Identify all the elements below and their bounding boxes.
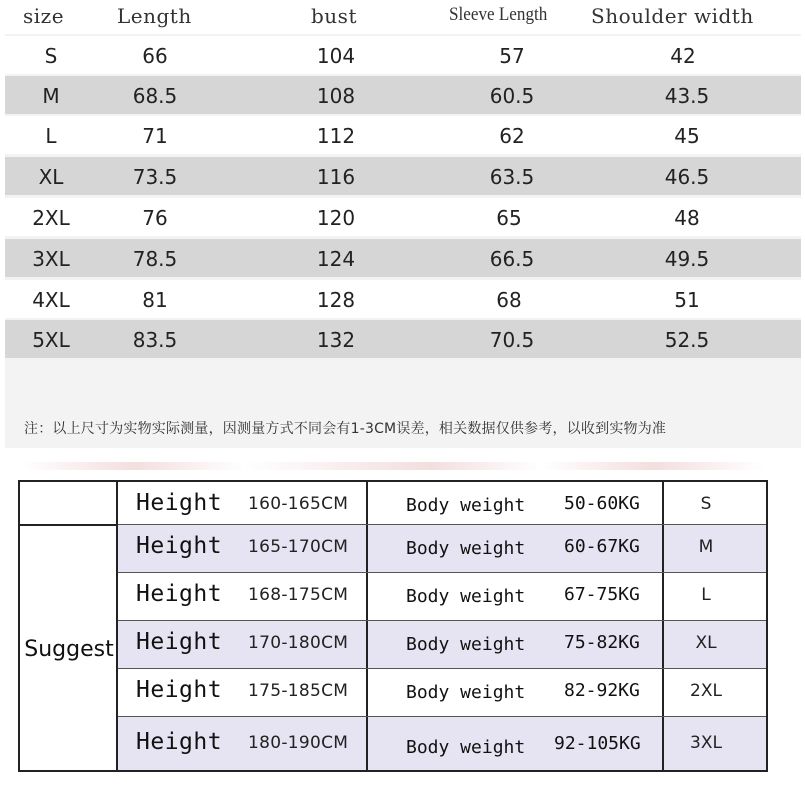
cell-length: 83.5 [132,328,178,352]
suggest-label: Suggest [20,524,118,772]
height-cell [118,525,366,572]
cell-shoulder: 42 [670,44,696,68]
size-cell [664,573,766,620]
weight-range: 75-82KG [564,632,640,653]
cell-length: 68.5 [132,84,178,108]
size-cell [664,717,766,770]
weight-range: 67-75KG [564,584,640,605]
cell-bust: 112 [316,124,356,148]
header-sleeve-length: Sleeve Length [449,4,548,25]
height-cell [118,573,366,620]
weight-cell [368,525,662,572]
cell-length: 76 [142,206,168,230]
cell-size: 3XL [32,247,70,271]
suggest-row [118,524,766,572]
size-chart [5,0,801,448]
cell-size: M [42,84,60,108]
cell-shoulder: 49.5 [664,247,710,271]
weight-label: Body weight [406,634,526,655]
height-range: 165-170CM [248,537,349,557]
suggest-row [118,572,766,620]
height-range: 170-180CM [248,633,349,653]
cell-sleeve: 62 [499,124,525,148]
weight-range: 92-105KG [554,733,641,754]
height-cell [118,621,366,668]
size-cell [664,525,766,572]
header-length: Length [117,4,192,28]
suggest-row [118,668,766,716]
cell-size: 4XL [32,288,70,312]
cell-sleeve: 70.5 [489,328,535,352]
weight-cell [368,669,662,716]
suggest-row [118,482,766,524]
cell-length: 81 [142,288,168,312]
cell-length: 71 [142,124,168,148]
cell-bust: 132 [316,328,356,352]
measurement-note: 注：以上尺寸为实物实际测量，因测量方式不同会有1-3CM误差，相关数据仅供参考，以收到实物为准 [24,421,667,437]
cell-shoulder: 52.5 [664,328,710,352]
cell-sleeve: 63.5 [489,165,535,189]
height-label: Height [136,729,223,755]
height-label: Height [136,629,223,655]
height-label: Height [136,581,223,607]
decorative-divider [22,462,764,470]
weight-cell [368,573,662,620]
table-row [5,198,801,236]
weight-label: Body weight [406,586,526,607]
cell-size: XL [38,165,64,189]
weight-cell [368,717,662,770]
cell-bust: 108 [316,84,356,108]
weight-range: 50-60KG [564,493,640,514]
cell-shoulder: 46.5 [664,165,710,189]
weight-cell [368,621,662,668]
suggested-size: S [700,494,712,514]
height-label: Height [136,677,223,703]
height-range: 180-190CM [248,733,349,753]
weight-label: Body weight [406,538,526,559]
cell-sleeve: 65 [496,206,522,230]
cell-shoulder: 43.5 [664,84,710,108]
suggested-size: 3XL [690,733,722,753]
table-row [5,320,801,358]
height-cell [118,482,366,524]
weight-range: 82-92KG [564,680,640,701]
table-row [5,280,801,318]
cell-bust: 124 [316,247,356,271]
cell-shoulder: 45 [674,124,700,148]
table-row [5,36,801,74]
suggested-size: XL [695,633,717,653]
cell-bust: 128 [316,288,356,312]
size-cell [664,621,766,668]
cell-sleeve: 68 [496,288,522,312]
size-chart-header [5,0,801,34]
weight-range: 60-67KG [564,536,640,557]
height-label: Height [136,533,223,559]
height-range: 160-165CM [248,494,349,514]
header-shoulder-width: Shoulder width [591,4,754,28]
suggest-table [18,480,768,772]
cell-size: 2XL [32,206,70,230]
height-cell [118,669,366,716]
header-bust: bust [311,4,357,28]
table-row [5,239,801,277]
cell-bust: 104 [316,44,356,68]
cell-bust: 120 [316,206,356,230]
weight-label: Body weight [406,737,526,758]
cell-shoulder: 48 [674,206,700,230]
suggested-size: 2XL [690,681,722,701]
suggest-row [118,716,766,770]
suggest-row [118,620,766,668]
weight-label: Body weight [406,682,526,703]
cell-size: S [44,44,58,68]
header-size: size [23,4,65,28]
cell-bust: 116 [316,165,356,189]
cell-length: 78.5 [132,247,178,271]
cell-shoulder: 51 [674,288,700,312]
suggested-size: M [698,537,714,557]
table-row [5,157,801,195]
cell-size: L [45,124,57,148]
cell-sleeve: 60.5 [489,84,535,108]
cell-size: 5XL [32,328,70,352]
height-range: 168-175CM [248,585,349,605]
cell-sleeve: 66.5 [489,247,535,271]
table-row [5,76,801,114]
height-label: Height [136,490,223,516]
suggested-size: L [701,585,711,605]
height-cell [118,717,366,770]
cell-sleeve: 57 [499,44,525,68]
size-cell [664,669,766,716]
cell-length: 73.5 [132,165,178,189]
table-row [5,116,801,154]
weight-cell [368,482,662,524]
height-range: 175-185CM [248,681,349,701]
cell-length: 66 [142,44,168,68]
size-cell [664,482,766,524]
weight-label: Body weight [406,495,526,516]
